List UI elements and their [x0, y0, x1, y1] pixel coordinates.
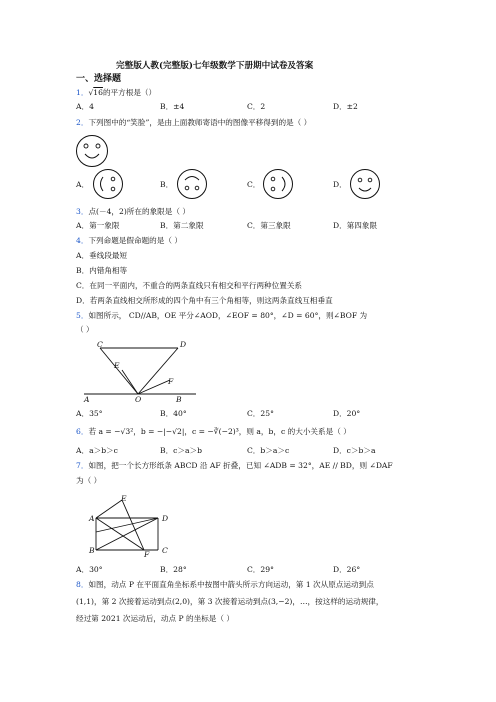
q1-option-b[interactable]: B．±4	[160, 102, 185, 111]
q4-option-c[interactable]: C．在同一平面内，不重合的两条直线只有相交和平行两种位置关系	[76, 281, 303, 290]
q7-option-d[interactable]: D．26°	[333, 565, 361, 574]
question-number: 4．	[76, 236, 89, 245]
q5-option-c[interactable]: C．25°	[247, 409, 274, 418]
label-c: C	[162, 546, 168, 555]
question-number: 3．	[76, 207, 89, 216]
q7-option-b[interactable]: B．28°	[160, 565, 187, 574]
q7-figure	[88, 494, 172, 560]
question-text: 的平方根是（）	[102, 88, 157, 97]
question-5	[76, 312, 367, 320]
q2-option-c[interactable]: C．	[247, 180, 261, 189]
sqrt-symbol: √	[88, 88, 94, 97]
smiley-option-b	[176, 168, 208, 200]
q5-option-a[interactable]: A．35°	[76, 409, 103, 418]
section-heading: 一、选择题	[76, 74, 122, 84]
q4-option-d[interactable]: D．若两条直线相交所形成的四个角中有三个角相等，则这两条直线互相垂直	[76, 296, 333, 305]
question-6	[76, 428, 351, 436]
question-text: 下列命题是假命题的是（ ）	[88, 236, 182, 245]
question-text: 下列图中的“笑脸”，是由上面教师寄语中的图像平移得到的是（ ）	[88, 118, 312, 127]
question-text: 点(－4，2)所在的象限是（ ）	[88, 207, 190, 216]
label-d: D	[180, 340, 187, 349]
label-f: F	[168, 377, 174, 386]
label-a: A	[89, 514, 95, 523]
smiley-option-d	[349, 168, 381, 200]
label-e: E	[114, 361, 120, 370]
question-number: 5．	[76, 311, 89, 320]
question-text: 若 a = −√3²，b = −|−√2|，c = −∛(−2)³，则 a，b，c 的大小关系是（ ）	[88, 427, 351, 436]
question-7	[76, 462, 393, 470]
question-8-line-3: 经过第 2021 次运动后，动点 P 的坐标是（ ）	[76, 614, 235, 623]
q7-option-a[interactable]: A．30°	[76, 565, 103, 574]
question-3	[76, 208, 190, 216]
question-8	[76, 581, 374, 589]
q1-option-d[interactable]: D．±2	[333, 102, 358, 111]
radicand: 16	[93, 88, 103, 97]
question-number: 8．	[76, 580, 89, 589]
q3-option-d[interactable]: D．第四象限	[333, 221, 378, 230]
label-f: F	[144, 550, 150, 559]
question-number: 6．	[76, 427, 89, 436]
q5-answer-paren: （ ）	[76, 325, 94, 334]
label-c: C	[97, 340, 103, 349]
q2-option-b[interactable]: B．	[160, 180, 174, 189]
smiley-option-c	[262, 168, 294, 200]
q2-option-a[interactable]: A．	[76, 180, 90, 189]
smiley-option-a	[92, 168, 124, 200]
question-4	[76, 237, 182, 245]
q2-option-d[interactable]: D．	[333, 180, 347, 189]
q3-option-c[interactable]: C．第三象限	[247, 221, 291, 230]
q1-option-a[interactable]: A．4	[76, 102, 94, 111]
question-2	[76, 119, 311, 127]
q6-option-c[interactable]: C．b＞a＞c	[247, 446, 290, 455]
question-number: 1．	[76, 88, 89, 97]
q1-option-c[interactable]: C．2	[247, 102, 266, 111]
page-title: 完整版人教(完整版)七年级数学下册期中试卷及答案	[116, 61, 314, 71]
q6-option-b[interactable]: B．c＞a＞b	[160, 446, 203, 455]
label-e: E	[121, 494, 127, 503]
question-number: 2．	[76, 118, 89, 127]
smiley-face-original	[75, 134, 109, 168]
q3-option-b[interactable]: B．第二象限	[160, 221, 204, 230]
q7-option-c[interactable]: C．29°	[247, 565, 274, 574]
question-1	[76, 89, 156, 97]
q4-option-a[interactable]: A．垂线段最短	[76, 251, 128, 260]
question-8-line-2: (1,1)，第 2 次接着运动到点(2,0)，第 3 次接着运动到点(3,−2)，…，按这样的运动规律，	[76, 597, 384, 606]
q6-option-a[interactable]: A．a＞b＞c	[76, 446, 118, 455]
q6-option-d[interactable]: D．c＞b＞a	[333, 446, 376, 455]
q7-question-end: 为（ ）	[76, 476, 102, 485]
question-text: 如图所示， CD//AB，OE 平分∠AOD，∠EOF = 80°，∠D = 60°，则∠BOF 为	[88, 311, 368, 320]
question-number: 7．	[76, 461, 89, 470]
q3-option-a[interactable]: A．第一象限	[76, 221, 120, 230]
q5-option-b[interactable]: B．40°	[160, 409, 187, 418]
question-text: 如图，把一个长方形纸条 ABCD 沿 AF 折叠，已知 ∠ADB = 32°，AE // BD，则 ∠DAF	[88, 461, 393, 470]
label-a: A	[84, 395, 90, 404]
q5-option-d[interactable]: D．20°	[333, 409, 361, 418]
label-b: B	[89, 546, 95, 555]
label-d: D	[162, 514, 169, 523]
label-o: O	[135, 395, 142, 404]
q4-option-b[interactable]: B．内错角相等	[76, 266, 128, 275]
question-text: 如图，动点 P 在平面直角坐标系中按图中箭头所示方向运动，第 1 次从原点运动到点	[88, 580, 374, 589]
label-b: B	[176, 395, 182, 404]
